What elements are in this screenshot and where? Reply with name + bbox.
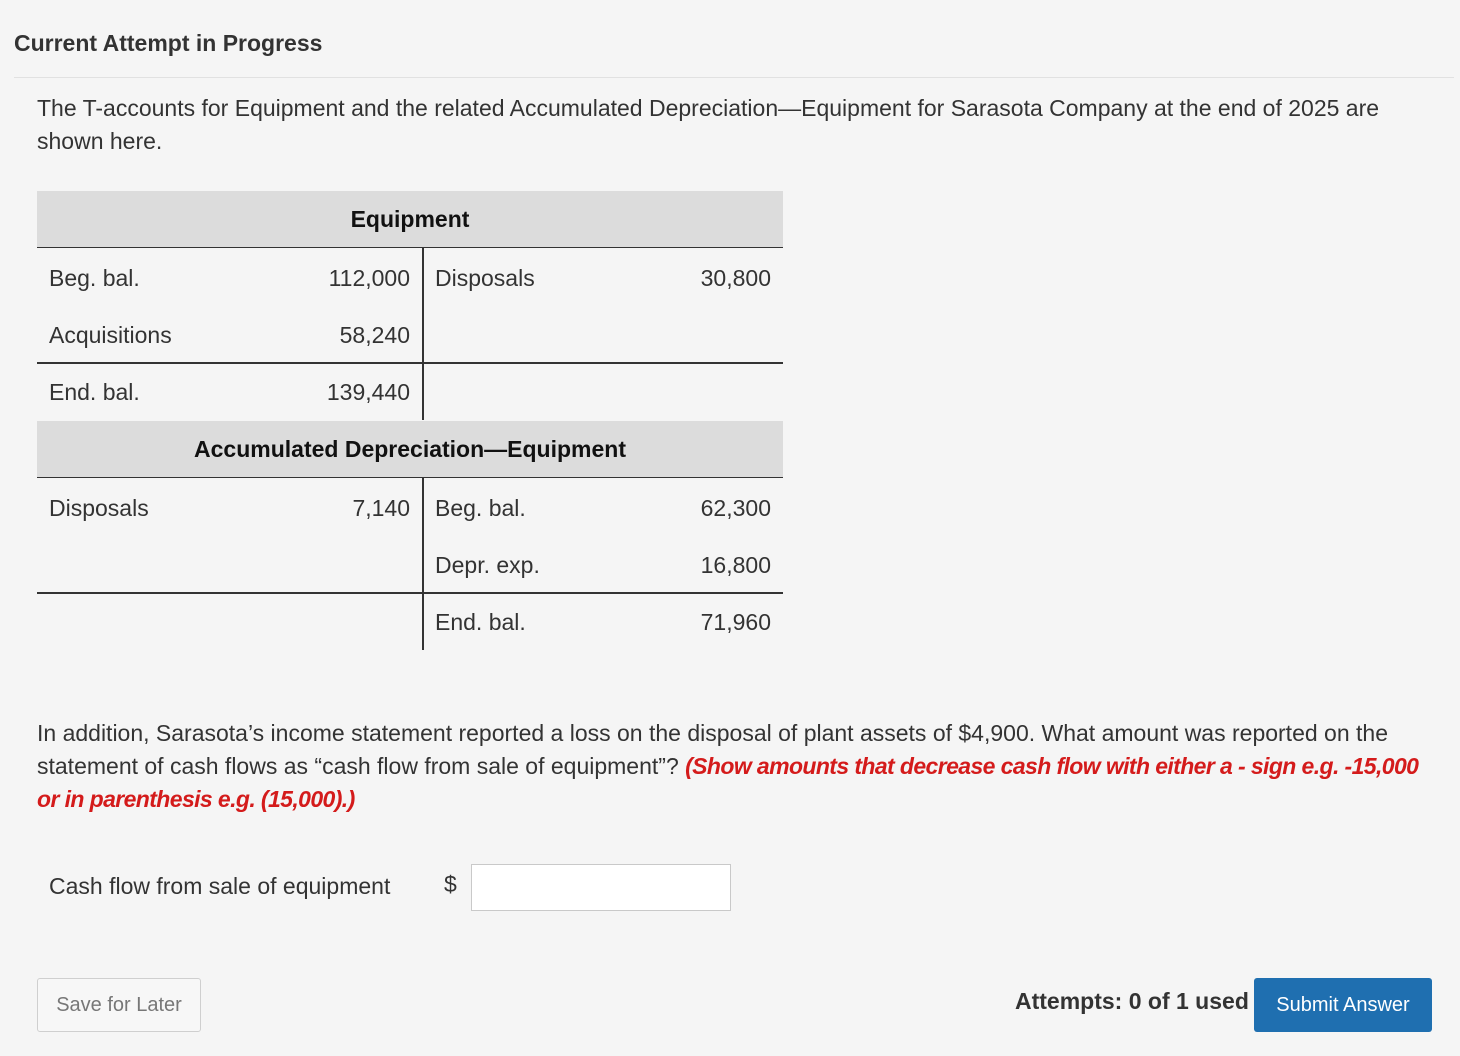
answer-label: Cash flow from sale of equipment bbox=[49, 873, 391, 899]
intro-text: The T-accounts for Equipment and the related Accumulated Depreciation—Equipment for Sarasota Company at the end of 2025 are shown here. bbox=[37, 95, 1380, 154]
header-divider bbox=[14, 77, 1454, 78]
cash-flow-input[interactable] bbox=[471, 864, 731, 911]
t-account-row bbox=[37, 592, 783, 649]
t-account-divider bbox=[422, 248, 424, 420]
left-amount: 7,140 bbox=[352, 495, 410, 521]
accum-dep-title: Accumulated Depreciation—Equipment bbox=[37, 421, 783, 478]
left-label: Beg. bal. bbox=[49, 265, 140, 291]
page-title: Current Attempt in Progress bbox=[14, 30, 323, 56]
right-label: Depr. exp. bbox=[435, 552, 540, 578]
left-amount: 58,240 bbox=[339, 322, 410, 348]
right-amount: 30,800 bbox=[700, 265, 771, 291]
question-instruction: (Show amounts that decrease cash flow with either a - sign e.g. -15,000 or in parenthesis e.g. (15,000).) bbox=[37, 753, 1419, 812]
t-account-row bbox=[37, 478, 783, 535]
t-account-row bbox=[37, 248, 783, 305]
attempts-counter: Attempts: 0 of 1 used bbox=[1015, 988, 1249, 1014]
right-amount bbox=[37, 305, 771, 362]
right-label: Beg. bal. bbox=[435, 495, 526, 521]
left-label: End. bal. bbox=[49, 379, 140, 405]
left-amount: 139,440 bbox=[326, 379, 410, 405]
t-account-row bbox=[37, 305, 783, 362]
accum-dep-t-account bbox=[37, 421, 783, 649]
right-amount: 16,800 bbox=[700, 552, 771, 578]
equipment-title: Equipment bbox=[37, 191, 783, 248]
right-label: Disposals bbox=[435, 265, 535, 291]
left-label: Acquisitions bbox=[49, 322, 172, 348]
right-amount: 62,300 bbox=[700, 495, 771, 521]
balance-rule bbox=[37, 362, 783, 364]
t-account-row bbox=[37, 362, 783, 419]
right-amount bbox=[37, 362, 771, 419]
question-text bbox=[37, 717, 1437, 816]
equipment-t-account bbox=[37, 191, 783, 419]
question-body: In addition, Sarasota’s income statement reported a loss on the disposal of plant assets of $4,900. What amount was reported on the statement of cash flows as “cash flow from sale of equipment”? bbox=[37, 720, 1388, 779]
save-for-later-button[interactable]: Save for Later bbox=[37, 978, 201, 1032]
left-amount: 112,000 bbox=[328, 265, 410, 291]
balance-rule bbox=[37, 592, 783, 594]
right-amount: 71,960 bbox=[700, 609, 771, 635]
t-account-divider bbox=[422, 478, 424, 650]
t-account-row bbox=[37, 535, 783, 592]
submit-answer-button[interactable]: Submit Answer bbox=[1254, 978, 1432, 1032]
currency-symbol: $ bbox=[444, 871, 457, 897]
right-label: End. bal. bbox=[435, 609, 526, 635]
left-label: Disposals bbox=[49, 495, 149, 521]
